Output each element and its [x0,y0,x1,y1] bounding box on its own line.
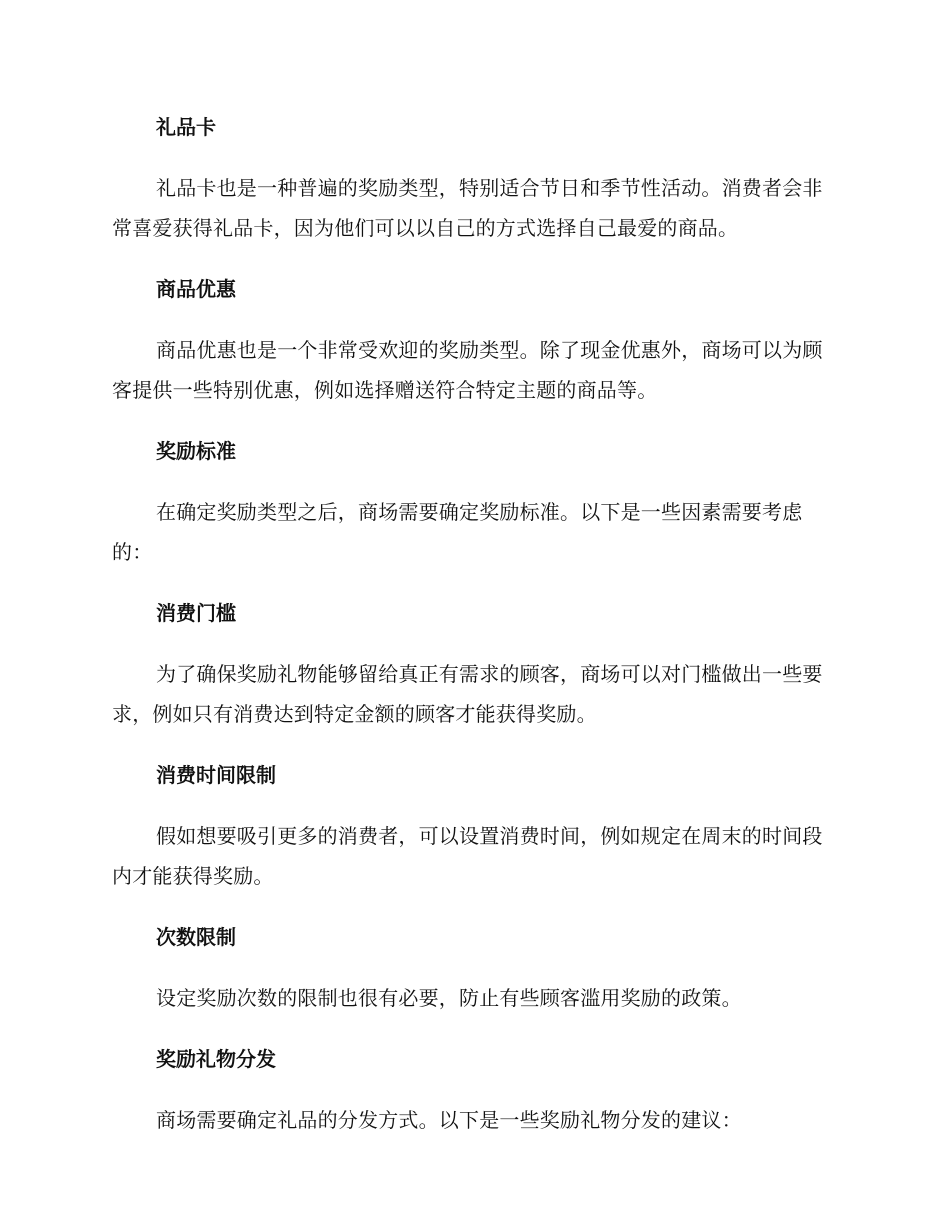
section-heading-count-limit: 次数限制 [156,925,236,949]
section-body-count-limit: 设定奖励次数的限制也很有必要，防止有些顾客滥用奖励的政策。 [156,986,742,1010]
section-heading-reward-standard: 奖励标准 [156,439,236,463]
section-body-gift-card: 礼品卡也是一种普遍的奖励类型，特别适合节日和季节性活动。消费者会非常喜爱获得礼品卡，因为他们可以以自己的方式选择自己最爱的商品。 [112,176,823,240]
section-body-gift-distribution: 商场需要确定礼品的分发方式。以下是一些奖励礼物分发的建议： [156,1108,742,1132]
section-heading-spending-threshold: 消费门槛 [156,601,236,625]
section-heading-gift-card: 礼品卡 [156,115,216,139]
section-body-spending-threshold: 为了确保奖励礼物能够留给真正有需求的顾客，商场可以对门槛做出一些要求，例如只有消费达到特定金额的顾客才能获得奖励。 [112,662,823,726]
section-heading-product-discount: 商品优惠 [156,277,236,301]
section-heading-time-limit: 消费时间限制 [156,763,276,787]
document-content [112,108,832,1162]
section-body-product-discount: 商品优惠也是一个非常受欢迎的奖励类型。除了现金优惠外，商场可以为顾客提供一些特别优惠，例如选择赠送符合特定主题的商品等。 [112,338,823,402]
section-heading-gift-distribution: 奖励礼物分发 [156,1047,276,1071]
section-body-time-limit: 假如想要吸引更多的消费者，可以设置消费时间，例如规定在周末的时间段内才能获得奖励。 [112,824,823,888]
section-body-reward-standard: 在确定奖励类型之后，商场需要确定奖励标准。以下是一些因素需要考虑的： [112,500,803,564]
